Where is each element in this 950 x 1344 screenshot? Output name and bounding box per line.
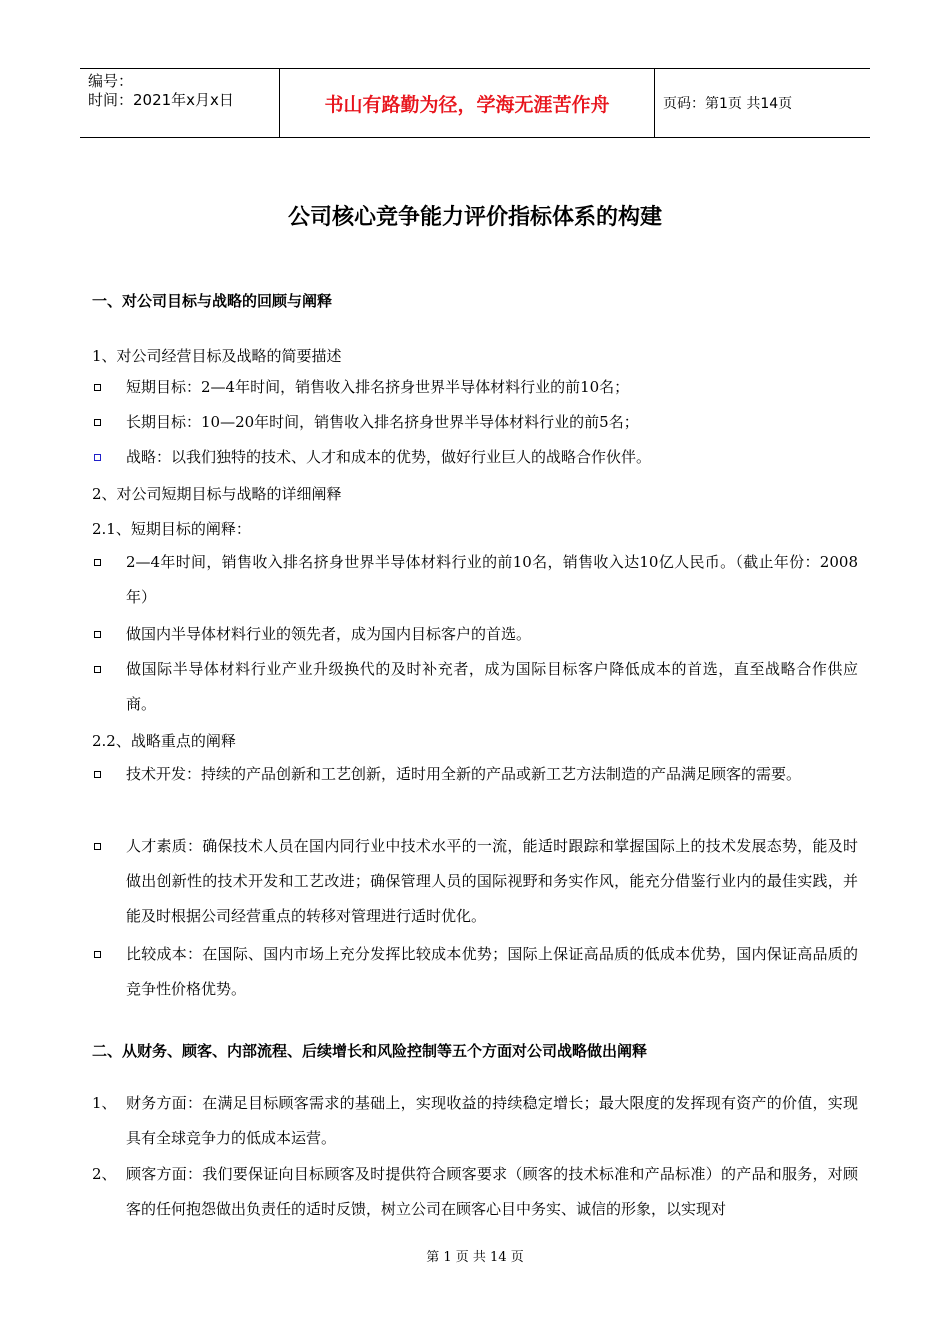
checkbox-bullet-icon — [94, 384, 101, 391]
header-number: 编号： — [88, 72, 134, 90]
checkbox-bullet-icon — [94, 843, 101, 850]
list-item: 短期目标：2—4年时间，销售收入排名挤身世界半导体材料行业的前10名； — [92, 370, 858, 405]
checkbox-bullet-icon — [94, 771, 101, 778]
list-item: 做国际半导体材料行业产业升级换代的及时补充者，成为国际目标客户降低成本的首选，直至战略合作供应商。 — [92, 652, 858, 722]
header-page-info: 页码：第1页 共14页 — [663, 96, 793, 112]
list-item: 比较成本：在国际、国内市场上充分发挥比较成本优势；国际上保证高品质的低成本优势，国内保证高品质的竞争性价格优势。 — [92, 937, 858, 1007]
checkbox-bullet-icon — [94, 454, 101, 461]
list-item: 2、 顾客方面：我们要保证向目标顾客及时提供符合顾客要求（顾客的技术标准和产品标准）的产品和服务，对顾客的任何抱怨做出负责任的适时反馈，树立公司在顾客心目中务实、诚信的形象，以实现对 — [92, 1157, 858, 1227]
section-1-heading: 一、对公司目标与战略的回顾与阐释 — [92, 292, 333, 310]
subheading-2-2: 2.2、战略重点的阐释 — [92, 732, 236, 750]
header-time: 时间：2021年x月x日 — [88, 91, 234, 109]
checkbox-bullet-icon — [94, 951, 101, 958]
checkbox-bullet-icon — [94, 559, 101, 566]
item-number: 2、 — [92, 1165, 117, 1183]
checkbox-bullet-icon — [94, 666, 101, 673]
checkbox-bullet-icon — [94, 419, 101, 426]
subheading-2-1: 2.1、短期目标的阐释： — [92, 520, 251, 538]
checkbox-bullet-icon — [94, 631, 101, 638]
list-item: 做国内半导体材料行业的领先者，成为国内目标客户的首选。 — [92, 617, 858, 652]
header-meta — [80, 69, 280, 137]
document-title: 公司核心竞争能力评价指标体系的构建 — [287, 205, 662, 230]
document-header — [80, 68, 870, 138]
header-motto: 书山有路勤为径，学海无涯苦作舟 — [280, 69, 655, 137]
page-footer: 第 1 页 共 14 页 — [426, 1250, 524, 1265]
list-item: 战略：以我们独特的技术、人才和成本的优势，做好行业巨人的战略合作伙伴。 — [92, 440, 858, 475]
section-2-heading: 二、从财务、顾客、内部流程、后续增长和风险控制等五个方面对公司战略做出阐释 — [92, 1042, 648, 1060]
list-item: 2—4年时间，销售收入排名挤身世界半导体材料行业的前10名，销售收入达10亿人民币。（截止年份：2008年） — [92, 545, 858, 615]
list-item: 人才素质：确保技术人员在国内同行业中技术水平的一流，能适时跟踪和掌握国际上的技术发展态势，能及时做出创新性的技术开发和工艺改进；确保管理人员的国际视野和务实作风，能充分借鉴行业内的最佳实践，并能及时根据公司经营重点的转移对管理进行适时优化。 — [92, 829, 858, 934]
list-item: 1、 财务方面：在满足目标顾客需求的基础上，实现收益的持续稳定增长；最大限度的发挥现有资产的价值，实现具有全球竞争力的低成本运营。 — [92, 1086, 858, 1156]
subheading-1: 1、对公司经营目标及战略的简要描述 — [92, 347, 342, 365]
subheading-2: 2、对公司短期目标与战略的详细阐释 — [92, 485, 342, 503]
list-item: 技术开发：持续的产品创新和工艺创新，适时用全新的产品或新工艺方法制造的产品满足顾客的需要。 — [92, 757, 858, 792]
item-number: 1、 — [92, 1094, 117, 1112]
list-item: 长期目标：10—20年时间，销售收入排名挤身世界半导体材料行业的前5名； — [92, 405, 858, 440]
